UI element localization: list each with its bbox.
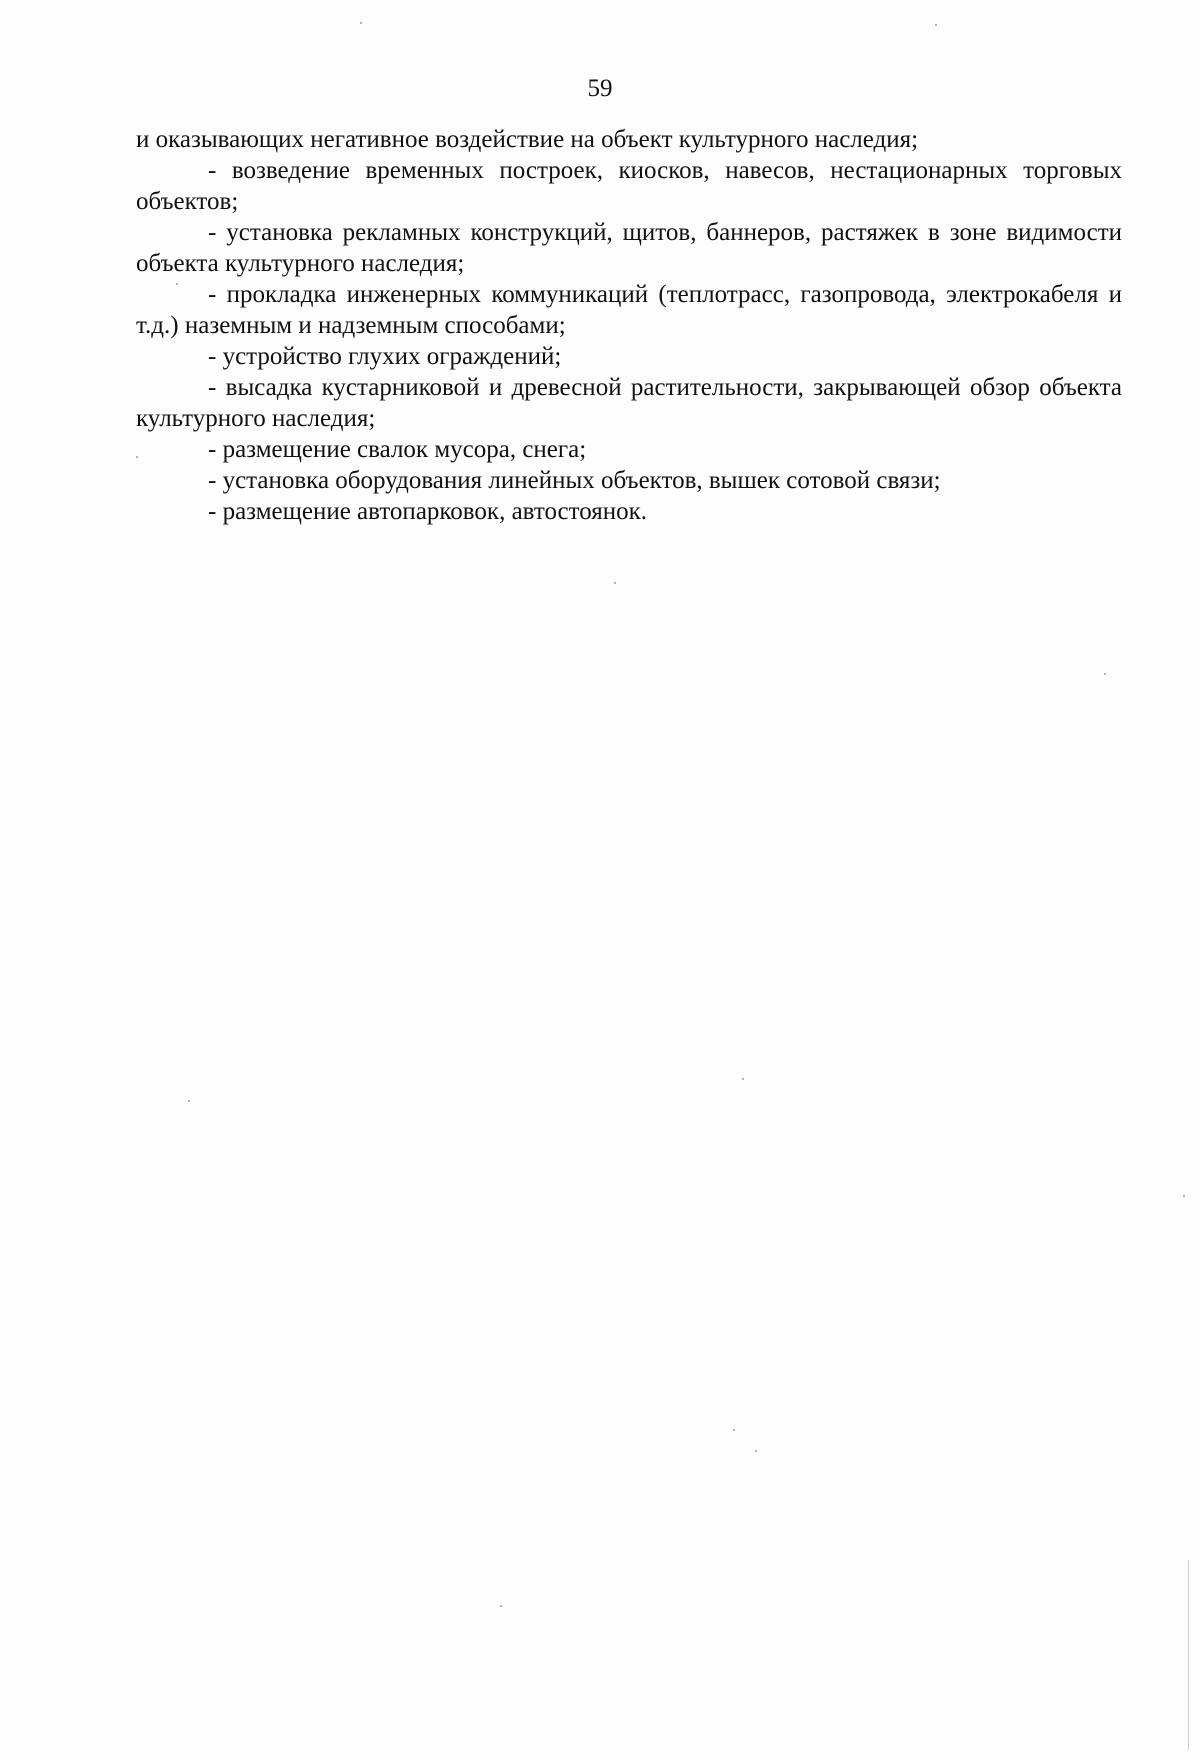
scan-speck [733, 1429, 735, 1431]
scan-speck [188, 1100, 190, 1102]
list-item: - возведение временных построек, киосков, навесов, нестационарных торговых объектов; [136, 157, 1122, 215]
scan-speck [935, 24, 937, 26]
list-item: - прокладка инженерных коммуникаций (теплотрасс, газопровода, электрокабеля и т.д.) наземным и надземным способами; [136, 281, 1122, 339]
page-number: 59 [587, 75, 613, 102]
scan-edge-line [1188, 1560, 1189, 1750]
scan-speck [614, 582, 616, 584]
scan-speck [176, 283, 178, 285]
list-item: - устройство глухих ограждений; [208, 343, 562, 370]
scan-speck [360, 22, 362, 24]
list-item: - установка оборудования линейных объектов, вышек сотовой связи; [208, 467, 941, 494]
list-item: - установка рекламных конструкций, щитов, баннеров, растяжек в зоне видимости объекта культурного наследия; [136, 219, 1122, 277]
scan-speck [500, 1605, 502, 1607]
scan-speck [1104, 673, 1106, 675]
scan-speck [742, 1078, 744, 1080]
scan-speck [755, 1450, 757, 1452]
list-item: - размещение автопарковок, автостоянок. [208, 498, 648, 525]
scan-speck [1183, 1195, 1185, 1197]
paragraph-continuation: и оказывающих негативное воздействие на объект культурного наследия; [136, 126, 919, 153]
list-item: - высадка кустарниковой и древесной растительности, закрывающей обзор объекта культурного наследия; [136, 374, 1122, 432]
scan-speck [136, 456, 138, 458]
document-body [136, 124, 1122, 527]
list-item: - размещение свалок мусора, снега; [208, 436, 587, 463]
